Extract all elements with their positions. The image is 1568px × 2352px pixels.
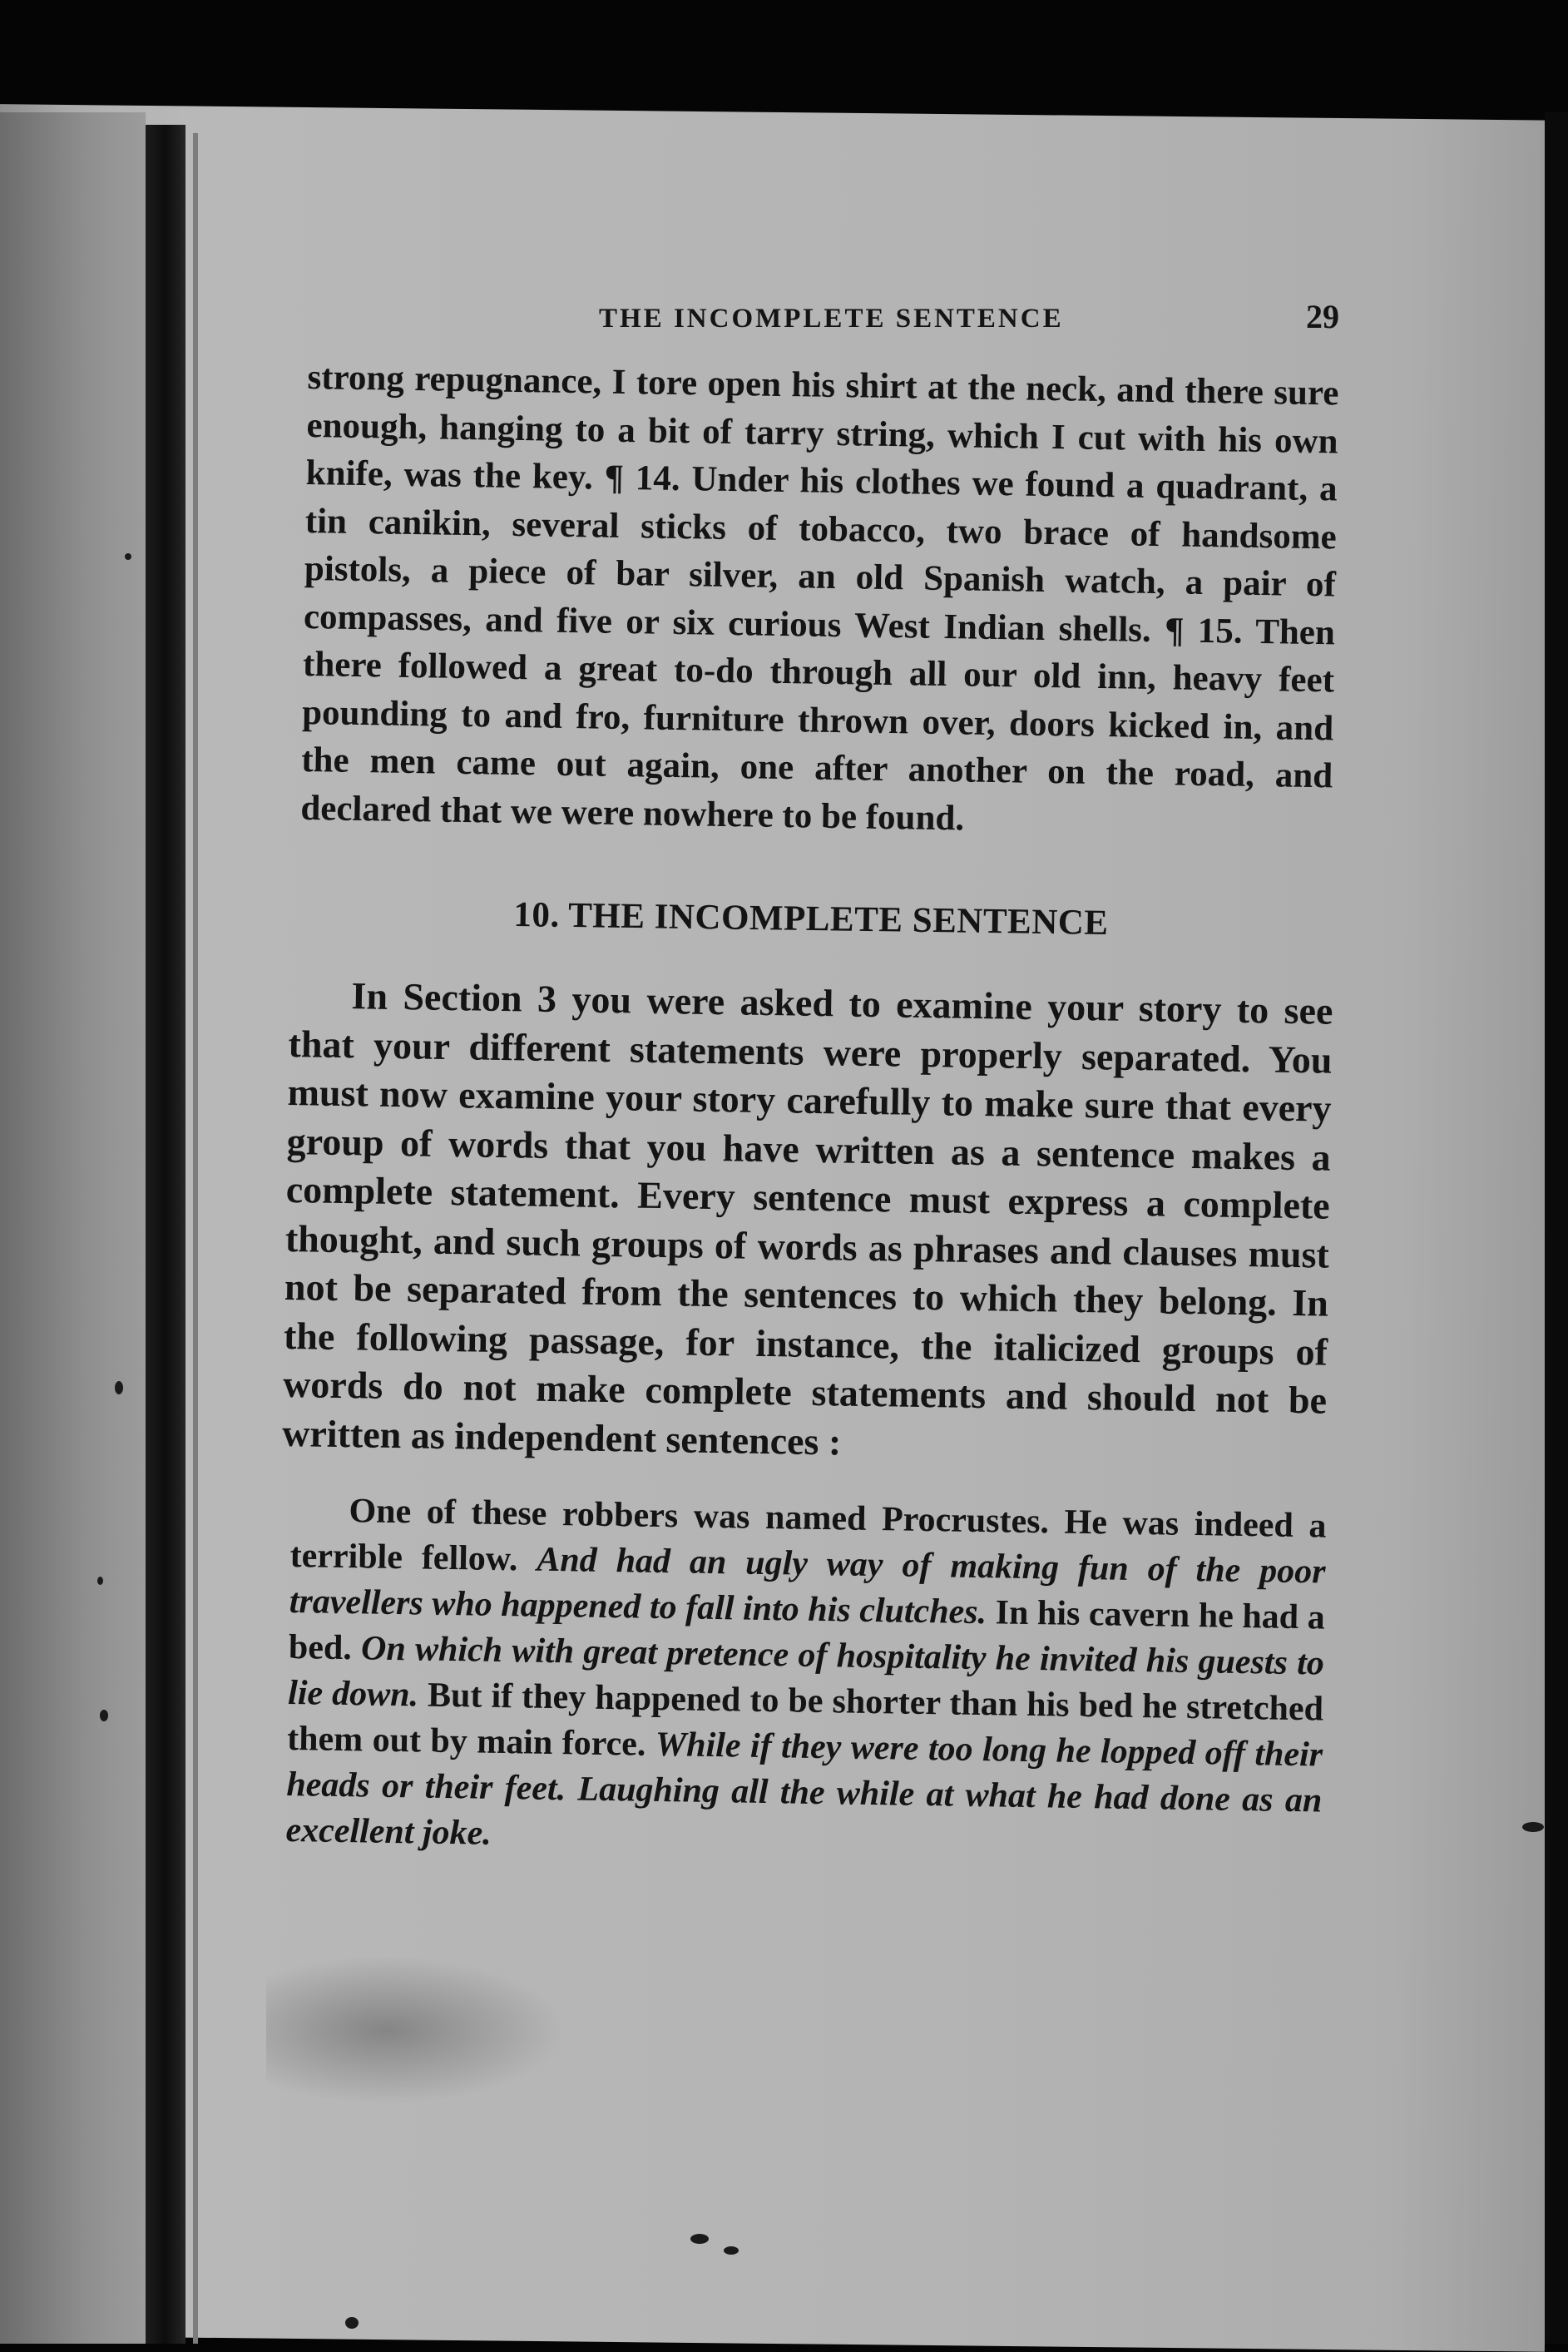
scan-smudge bbox=[266, 1955, 566, 2105]
dust-speck bbox=[97, 1577, 103, 1585]
italic-fragment: While if they were too long he lopped off their heads or their feet. bbox=[286, 1725, 1323, 1809]
scan-border bbox=[1545, 112, 1568, 2344]
italic-fragment: And had an ugly way of making fun of the poor travellers who happened to fall into his clutches. bbox=[289, 1540, 1326, 1632]
italic-fragment: On which with great pretence of hospitality he invited his guests to lie down. bbox=[287, 1629, 1325, 1715]
example-sentence: In his cavern he had a bed. bbox=[288, 1593, 1326, 1668]
dust-speck bbox=[1522, 1822, 1544, 1832]
dust-speck bbox=[125, 553, 131, 560]
page-number: 29 bbox=[1306, 298, 1339, 335]
example-passage bbox=[285, 1488, 1327, 1870]
dust-speck bbox=[115, 1381, 123, 1394]
dust-speck bbox=[690, 2234, 709, 2244]
italic-fragment: Laughing all the while at what he had done as an excellent joke. bbox=[285, 1770, 1323, 1853]
dust-speck bbox=[100, 1710, 108, 1721]
facing-page-edge bbox=[0, 112, 146, 2344]
dust-speck bbox=[345, 2317, 359, 2329]
running-head bbox=[283, 295, 1339, 354]
example-sentence: But if they happened to be shorter than his bed he stretched them out by main force. bbox=[286, 1676, 1324, 1764]
example-sentence: One of these robbers was named Procrustes. He was indeed a terrible fellow. bbox=[289, 1492, 1327, 1579]
book-gutter bbox=[146, 125, 185, 2344]
section-heading: 10. THE INCOMPLETE SENTENCE bbox=[513, 895, 1109, 943]
gutter-highlight bbox=[193, 133, 198, 2344]
dust-speck bbox=[724, 2246, 739, 2255]
running-title: THE INCOMPLETE SENTENCE bbox=[599, 304, 1064, 334]
page-content bbox=[283, 295, 1339, 1854]
continued-paragraph: strong repugnance, I tore open his shirt at the neck, and there sure enough, hanging to a bit of tarry string, which I cut with his own knife, was the key. ¶ 14. Under his clothes we found a quadrant, a tin canikin, several sticks of tobacco, two brace of handsome pistols, a piece of bar silver, an old Spanish watch, a pair of compasses, and five or six curious West Indian shells. ¶ 15. Then there followed a great to-do through all our old inn, heavy feet pounding to and fro, furniture thrown over, doors kicked in, and the men came out again, one after another on the road, and declared that we were nowhere to be found. bbox=[300, 357, 1339, 838]
section-body: In Section 3 you were asked to examine your story to see that your different statements were properly separated. You must now examine your story carefully to make sure that every group of words that you have written as a sentence makes a complete statement. Every sentence must express a complete thought, and such groups of words as phrases and clauses must not be separated from the sentences to which they belong. In the following passage, for instance, the italicized groups of words do not make complete statements and should not be written as independent sentences : bbox=[281, 974, 1333, 1463]
